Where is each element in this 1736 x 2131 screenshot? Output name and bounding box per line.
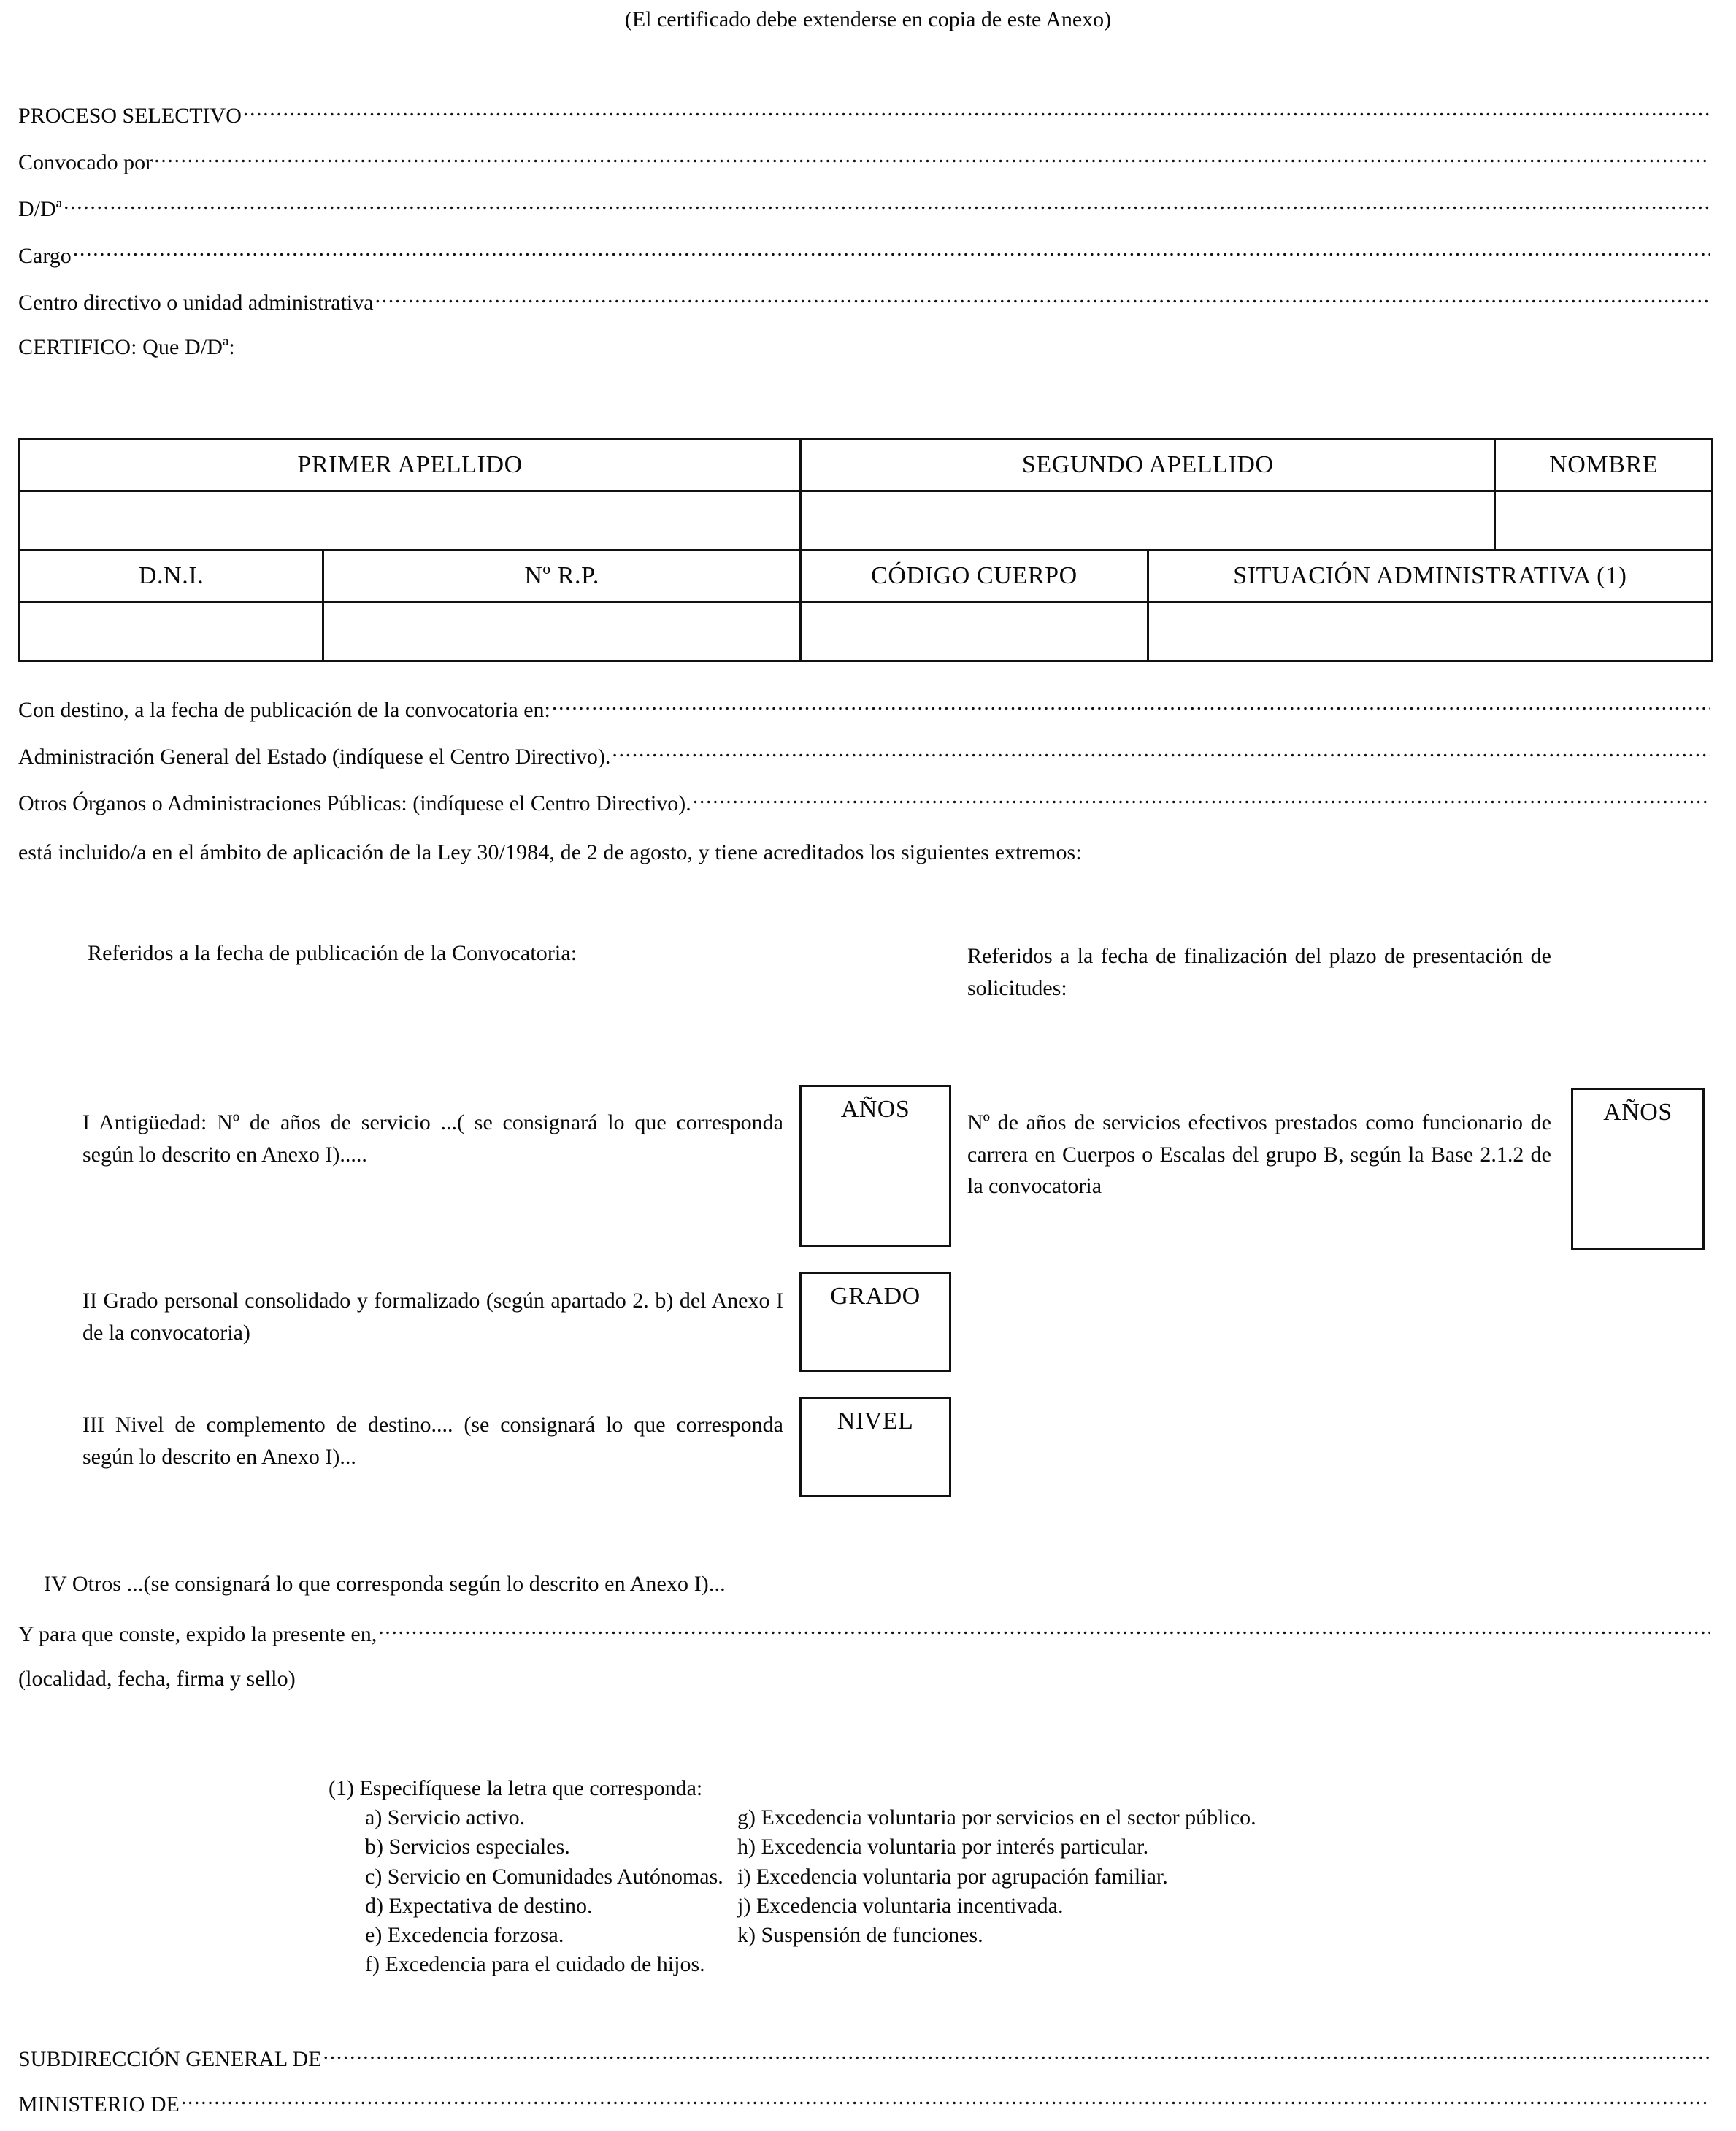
legend-item-i: i) Excedencia voluntaria por agrupación familiar. bbox=[737, 1864, 1168, 1889]
table-row bbox=[20, 550, 1713, 602]
field-nombre-persona bbox=[18, 194, 1710, 222]
dotted-leader bbox=[73, 241, 1710, 263]
identity-table bbox=[18, 438, 1713, 662]
dotted-leader bbox=[323, 2044, 1710, 2066]
dotted-leader bbox=[64, 194, 1710, 216]
legend-item-a: a) Servicio activo. bbox=[365, 1805, 526, 1830]
table-header-nombre: NOMBRE bbox=[1495, 439, 1713, 491]
legend-item-e: e) Excedencia forzosa. bbox=[365, 1922, 564, 1947]
field-label: Con destino, a la fecha de publicación de la convocatoria en: bbox=[18, 698, 550, 722]
field-administracion-general bbox=[18, 742, 1710, 769]
left-column-heading: Referidos a la fecha de publicación de la Convocatoria: bbox=[88, 941, 577, 965]
field-label: Administración General del Estado (indíquese el Centro Directivo). bbox=[18, 745, 611, 769]
servicios-efectivos-anos-box[interactable] bbox=[1571, 1088, 1705, 1250]
dotted-leader bbox=[181, 2089, 1710, 2111]
grado-box[interactable] bbox=[799, 1272, 951, 1372]
table-row bbox=[20, 439, 1713, 491]
table-cell-codigo-cuerpo[interactable] bbox=[801, 602, 1148, 661]
field-label: D/Dª bbox=[18, 197, 62, 221]
item-antiguedad-text: I Antigüedad: Nº de años de servicio ...( se consignará lo que corresponda según lo descrito en Anexo I)..... bbox=[82, 1110, 783, 1167]
ley-reference-line: está incluido/a en el ámbito de aplicación de la Ley 30/1984, de 2 de agosto, y tiene acreditados los siguientes extremos: bbox=[18, 840, 1082, 864]
dotted-leader bbox=[552, 695, 1710, 717]
table-cell-nrp[interactable] bbox=[323, 602, 801, 661]
field-cargo bbox=[18, 241, 1710, 269]
certifico-line: CERTIFICO: Que D/Dª: bbox=[18, 335, 235, 359]
table-cell-situacion-administrativa[interactable] bbox=[1148, 602, 1712, 661]
table-cell-primer-apellido[interactable] bbox=[20, 491, 801, 550]
legend-item-k: k) Suspensión de funciones. bbox=[737, 1922, 983, 1947]
antiguedad-anos-label: AÑOS bbox=[840, 1096, 910, 1123]
item-nivel-text: III Nivel de complemento de destino.... (se consignará lo que corresponda según lo descrito en Anexo I)... bbox=[82, 1413, 783, 1469]
localidad-fecha-firma-line: (localidad, fecha, firma y sello) bbox=[18, 1667, 296, 1691]
legend-item-j: j) Excedencia voluntaria incentivada. bbox=[737, 1893, 1064, 1918]
table-header-segundo-apellido: SEGUNDO APELLIDO bbox=[801, 439, 1495, 491]
item-otros-text: IV Otros ...(se consignará lo que corresponda según lo descrito en Anexo I)... bbox=[44, 1572, 726, 1596]
table-header-nrp: Nº R.P. bbox=[323, 550, 801, 602]
antiguedad-anos-box[interactable] bbox=[799, 1085, 951, 1247]
item-servicios-efectivos-text: Nº de años de servicios efectivos prestados como funcionario de carrera en Cuerpos o Escalas del grupo B, según la Base 2.1.2 de la convocatoria bbox=[967, 1110, 1551, 1198]
right-column-heading: Referidos a la fecha de finalización del plazo de presentación de solicitudes: bbox=[967, 944, 1551, 1000]
table-cell-segundo-apellido[interactable] bbox=[801, 491, 1495, 550]
field-proceso-selectivo bbox=[18, 101, 1710, 128]
nivel-box[interactable] bbox=[799, 1397, 951, 1497]
dotted-leader bbox=[612, 742, 1710, 764]
field-otros-organos bbox=[18, 788, 1710, 816]
field-convocado-por bbox=[18, 147, 1710, 175]
legend-item-f: f) Excedencia para el cuidado de hijos. bbox=[365, 1952, 705, 1977]
field-ministerio bbox=[18, 2089, 1710, 2117]
legend-item-c: c) Servicio en Comunidades Autónomas. bbox=[365, 1864, 723, 1889]
table-header-primer-apellido: PRIMER APELLIDO bbox=[20, 439, 801, 491]
field-label: SUBDIRECCIÓN GENERAL DE bbox=[18, 2047, 322, 2071]
field-subdireccion-general bbox=[18, 2044, 1710, 2072]
nivel-label: NIVEL bbox=[837, 1408, 914, 1435]
servicios-efectivos-anos-label: AÑOS bbox=[1603, 1099, 1672, 1126]
legend-title: (1) Especifíquese la letra que corresponda: bbox=[329, 1776, 703, 1800]
dotted-leader bbox=[378, 1619, 1710, 1641]
legend-item-g: g) Excedencia voluntaria por servicios en el sector público. bbox=[737, 1805, 1256, 1830]
legend-item-b: b) Servicios especiales. bbox=[365, 1835, 570, 1859]
legend-item-h: h) Excedencia voluntaria por interés particular. bbox=[737, 1835, 1149, 1859]
legend-column-b bbox=[737, 1803, 1256, 1979]
field-label: Centro directivo o unidad administrativa bbox=[18, 291, 374, 315]
table-cell-dni[interactable] bbox=[20, 602, 323, 661]
field-expido-presente bbox=[18, 1619, 1710, 1647]
field-label: MINISTERIO DE bbox=[18, 2092, 180, 2116]
field-con-destino bbox=[18, 695, 1710, 723]
item-grado-text: II Grado personal consolidado y formalizado (según apartado 2. b) del Anexo I de la convocatoria) bbox=[82, 1289, 783, 1345]
dotted-leader bbox=[375, 288, 1710, 310]
situacion-legend bbox=[329, 1774, 1256, 1979]
grado-label: GRADO bbox=[830, 1283, 921, 1310]
field-centro-directivo bbox=[18, 288, 1710, 315]
header-note: (El certificado debe extenderse en copia de este Anexo) bbox=[624, 7, 1112, 31]
field-label: Cargo bbox=[18, 244, 72, 268]
table-cell-nombre[interactable] bbox=[1495, 491, 1713, 550]
field-label: Convocado por bbox=[18, 150, 153, 174]
field-label: Y para que conste, expido la presente en, bbox=[18, 1622, 377, 1646]
legend-item-d: d) Expectativa de destino. bbox=[365, 1893, 593, 1918]
dotted-leader bbox=[154, 147, 1710, 169]
table-header-situacion-administrativa: SITUACIÓN ADMINISTRATIVA (1) bbox=[1148, 550, 1712, 602]
legend-column-a bbox=[329, 1803, 737, 1979]
table-header-codigo-cuerpo: CÓDIGO CUERPO bbox=[801, 550, 1148, 602]
table-row bbox=[20, 602, 1713, 661]
field-label: PROCESO SELECTIVO bbox=[18, 104, 242, 128]
field-label: Otros Órganos o Administraciones Públicas: (indíquese el Centro Directivo). bbox=[18, 791, 691, 815]
dotted-leader bbox=[243, 101, 1710, 123]
dotted-leader bbox=[693, 788, 1710, 810]
table-row bbox=[20, 491, 1713, 550]
table-header-dni: D.N.I. bbox=[20, 550, 323, 602]
